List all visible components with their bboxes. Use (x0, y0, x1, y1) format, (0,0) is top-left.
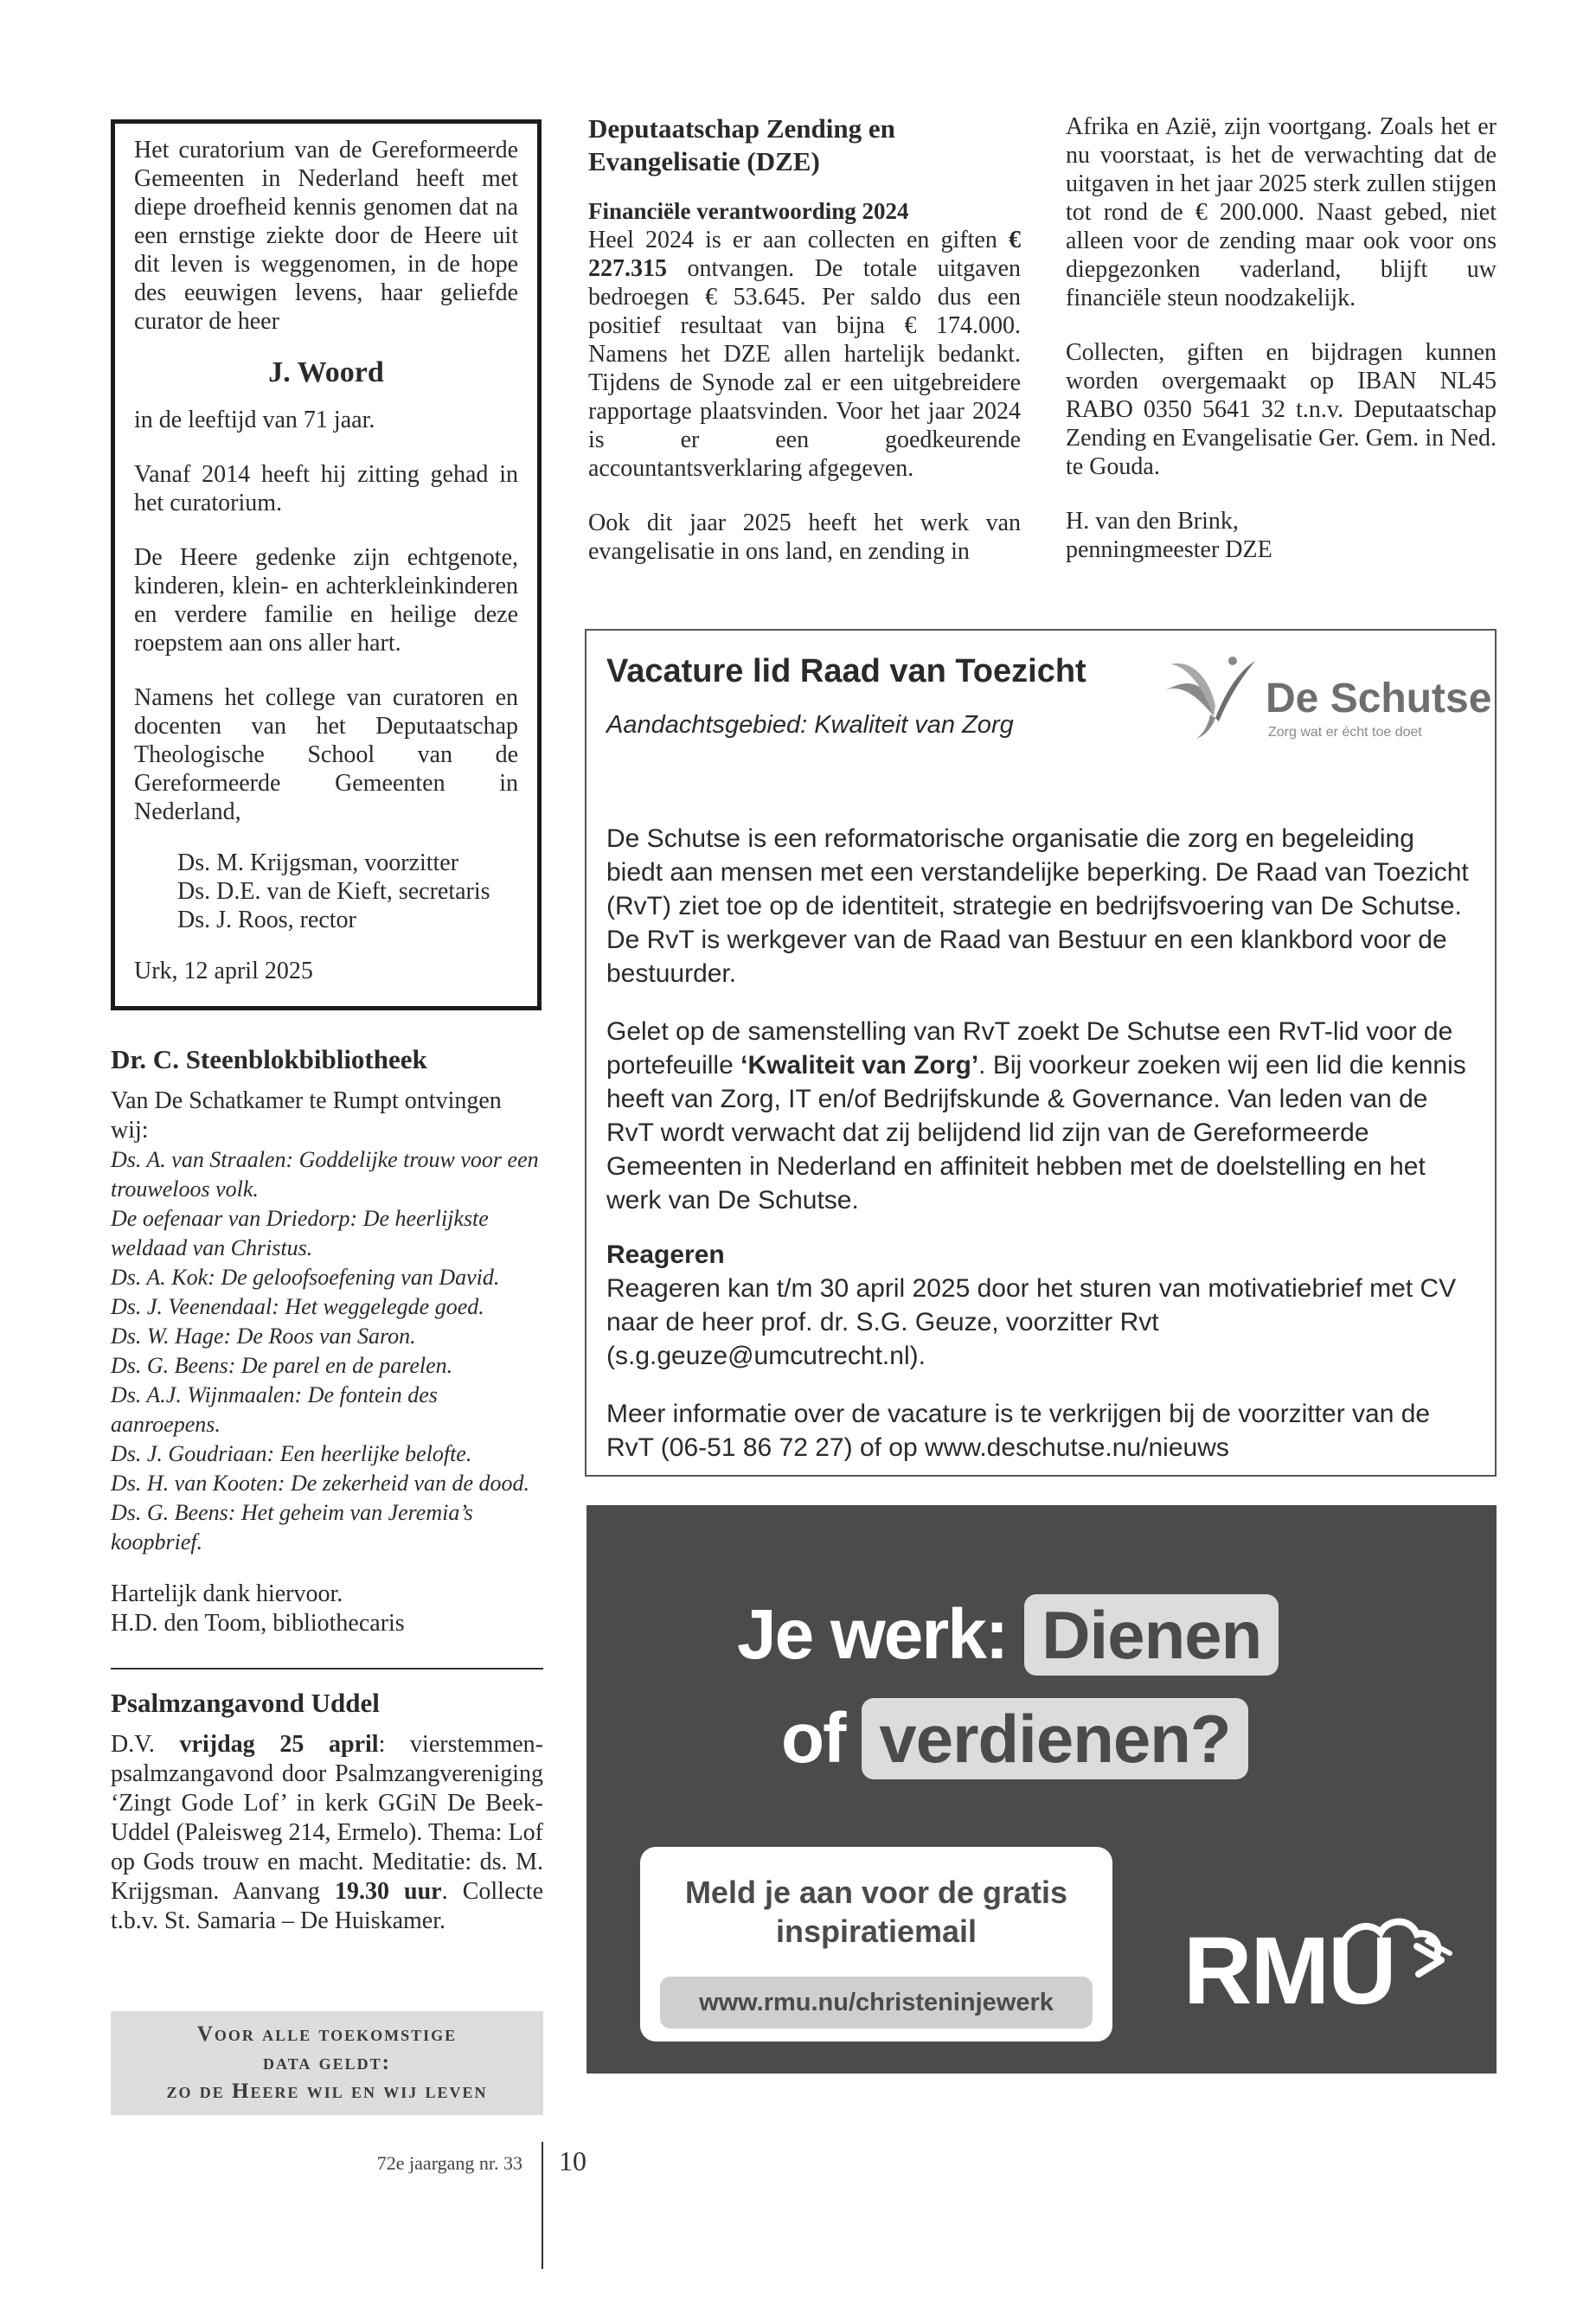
book-item: Ds. A. van Straalen: Goddelijke trouw voor een trouweloos volk. (111, 1147, 539, 1202)
dze-paragraph-1 (588, 226, 1021, 483)
butterfly-logo-icon (1163, 649, 1259, 744)
dze-subtitle: Financiële verantwoording 2024 (588, 198, 909, 224)
psalm-dv: D.V. (111, 1731, 155, 1758)
psalm-text-2: . Collecte t.b.v. St. Samaria – De Huiskamer. (111, 1878, 543, 1934)
psalm-text-1: : vierstemmen-psalmzangavond door Psalmzangvereniging ‘Zingt Gode Lof’ in kerk GGiN De Beek-Uddel (Paleisweg 214, Ermelo). Thema: Lof op Gods trouw en macht. Meditatie: ds. M. Krijgsman. Aanvang (111, 1731, 543, 1905)
signatory: Ds. M. Krijgsman, voorzitter (177, 849, 459, 876)
library-title: Dr. C. Steenblokbibliotheek (111, 1044, 427, 1074)
obituary-behalf: Namens het college van curatoren en docenten van het Deputaatschap Theologische School van de Gereformeerde Gemeenten in Nederland, (134, 684, 518, 825)
vacancy-paragraph-2 (606, 1015, 1476, 1217)
psalm-time: 19.30 uur (334, 1878, 442, 1905)
obituary-since: Vanaf 2014 heeft hij zitting gehad in het curatorium. (134, 461, 518, 516)
vacancy-title: Vacature lid Raad van Toezicht (606, 653, 1086, 689)
library-book-list (111, 1145, 543, 1557)
library-signer: H.D. den Toom, bibliothecaris (111, 1610, 405, 1637)
dze-text: ontvangen. De totale uitgaven bedroegen € 53.645. Per saldo dus een positief resultaat van bijna € 174.000. Namens het DZE allen hartelijk bedankt. Tijdens de Synode zal er een uitgebreidere rapportage plaatsvinden. Voor het jaar 2024 is er een goedkeurende accountantsverklaring afgegeven. (588, 255, 1021, 482)
page-number: 10 (559, 2145, 586, 2176)
vacancy-paragraph-1: De Schutse is een reformatorische organisatie die zorg en begeleiding biedt aan mensen met een verstandelijke beperking. De Raad van Toezicht (RvT) ziet toe op de identiteit, strategie en bedrijfsvoering van De Schutse. De RvT is werkgever van de Raad van Bestuur en een klankbord voor de bestuurder. (606, 824, 1469, 988)
book-item: De oefenaar van Driedorp: De heerlijkste weldaad van Christus. (111, 1206, 489, 1260)
dze-amount: € 227.315 (588, 227, 1021, 282)
vacancy-portfolio: ‘Kwaliteit van Zorg’ (740, 1051, 979, 1080)
ad-signup-text: Meld je aan voor de gratis inspiratiemail (684, 1875, 1068, 1949)
signatory: Ds. J. Roos, rector (177, 907, 356, 933)
library-intro: Van De Schatkamer te Rumpt ontvingen wij: (111, 1087, 502, 1144)
book-item: Ds. G. Beens: De parel en de parelen. (111, 1353, 453, 1378)
dv-line: Voor alle toekomstige (196, 2022, 458, 2046)
obituary-age: in de leeftijd van 71 jaar. (134, 407, 375, 433)
obituary-intro: Het curatorium van de Gereformeerde Gemeenten in Nederland heeft met diepe droefheid kennis genomen dat na een ernstige ziekte door de Heere uit dit leven is weggenomen, in de hope des eeuwigen levens, haar geliefde curator de heer (134, 137, 518, 335)
book-item: Ds. W. Hage: De Roos van Saron. (111, 1324, 416, 1349)
vacancy-subtitle: Aandachtsgebied: Kwaliteit van Zorg (606, 711, 1014, 739)
dze-signer: H. van den Brink, (1066, 508, 1239, 535)
divider (111, 1668, 543, 1670)
vacancy-react-title: Reageren (606, 1240, 725, 1269)
psalm-day: vrijdag 25 april (179, 1731, 379, 1758)
dze-title: Deputaatschap Zending en Evangelisatie (DZE) (588, 113, 895, 176)
dv-notice-box (111, 2011, 543, 2115)
dze-paragraph-4: Collecten, giften en bijdragen kunnen worden overgemaakt op IBAN NL45 RABO 0350 5641 32 t.n.v. Deputaatschap Zending en Evangelisatie Ger. Gem. in Ned. te Gouda. (1066, 339, 1497, 480)
library-thanks: Hartelijk dank hiervoor. (111, 1580, 343, 1607)
ad-headline-2 (781, 1695, 1248, 1782)
ad-headline-text: Je werk: (737, 1595, 1008, 1674)
dv-line: zo de Heere wil en wij leven (166, 2080, 488, 2103)
book-item: Ds. J. Veenendaal: Het weggelegde goed. (111, 1294, 484, 1319)
obituary-remember: De Heere gedenke zijn echtgenote, kinderen, klein- en achterkleinkinderen en verdere familie en heilige deze roepstem aan ons aller hart. (134, 544, 518, 657)
footer-divider (542, 2142, 543, 2269)
ad-headline-pill: verdienen? (862, 1698, 1247, 1779)
signatory: Ds. D.E. van de Kieft, secretaris (177, 878, 490, 905)
de-schutse-logo-tagline: Zorg wat er écht toe doet (1268, 725, 1422, 740)
dze-text: Heel 2024 is er aan collecten en giften (588, 227, 1009, 253)
psalm-title: Psalmzangavond Uddel (111, 1688, 380, 1718)
obituary-name: J. Woord (268, 356, 384, 388)
vacancy-body (606, 822, 1476, 1465)
rmu-logo-mark-icon (1324, 1912, 1462, 1998)
dze-continued (1066, 112, 1497, 564)
de-schutse-logo-name: De Schutse (1266, 676, 1492, 721)
book-item: Ds. H. van Kooten: De zekerheid van de dood. (111, 1471, 530, 1496)
vacancy-react: Reageren kan t/m 30 april 2025 door het sturen van motivatiebrief met CV naar de heer prof. dr. S.G. Geuze, voorzitter Rvt (s.g.geuze@umcutrecht.nl). (606, 1274, 1457, 1370)
dze-paragraph-2: Ook dit jaar 2025 heeft het werk van evangelisatie in ons land, en zending in (588, 510, 1021, 565)
book-item: Ds. A. Kok: De geloofsoefening van David. (111, 1265, 500, 1290)
psalm-text (111, 1730, 543, 1936)
book-item: Ds. G. Beens: Het geheim van Jeremia’s koopbrief. (111, 1500, 473, 1554)
rmu-logo-text: RMU (1183, 1918, 1395, 2024)
library-section (111, 1045, 543, 1638)
ad-url-button[interactable]: www.rmu.nu/christeninjewerk (660, 1977, 1093, 2029)
vacancy-text: Gelet op de samenstelling van RvT zoekt De Schutse een RvT-lid voor de portefeuille (606, 1017, 1453, 1080)
dze-role: penningmeester DZE (1066, 536, 1272, 563)
dze-section (588, 112, 1021, 566)
vacancy-text: . Bij voorkeur zoeken wij een lid die kennis heeft van Zorg, IT en/of Bedrijfskunde & Governance. Van leden van de RvT wordt verwacht dat zij belijdend lid zijn van de Gereformeerde Gemeenten in Nederland en affiniteit hebben met de doelstelling en het werk van De Schutse. (606, 1051, 1466, 1215)
vacancy-more-info: Meer informatie over de vacature is te verkrijgen bij de voorzitter van de RvT (06-51 86 72 27) of op www.deschutse.nu/nieuws (606, 1400, 1431, 1462)
ad-headline-text: of (781, 1699, 845, 1778)
ad-headline-pill: Dienen (1024, 1594, 1279, 1676)
obituary-box (111, 119, 542, 1010)
psalm-section (111, 1689, 543, 1936)
dze-paragraph-3: Afrika en Azië, zijn voortgang. Zoals het er nu voorstaat, is het de verwachting dat de uitgaven in het jaar 2025 sterk zullen stijgen tot rond de € 200.000. Naast gebed, niet alleen voor de zending maar ook voor ons diepgezonken vaderland, blijft uw financiële steun noodzakelijk. (1066, 113, 1497, 311)
footer-volume: 72e jaargang nr. 33 (376, 2152, 522, 2174)
book-item: Ds. A.J. Wijnmaalen: De fontein des aanroepens. (111, 1382, 438, 1437)
obituary-place-date: Urk, 12 april 2025 (134, 958, 313, 984)
ad-headline-1 (737, 1592, 1279, 1678)
book-item: Ds. J. Goudriaan: Een heerlijke belofte. (111, 1441, 472, 1466)
dv-line: data geldt: (263, 2051, 391, 2074)
obituary-signatories (134, 849, 518, 934)
